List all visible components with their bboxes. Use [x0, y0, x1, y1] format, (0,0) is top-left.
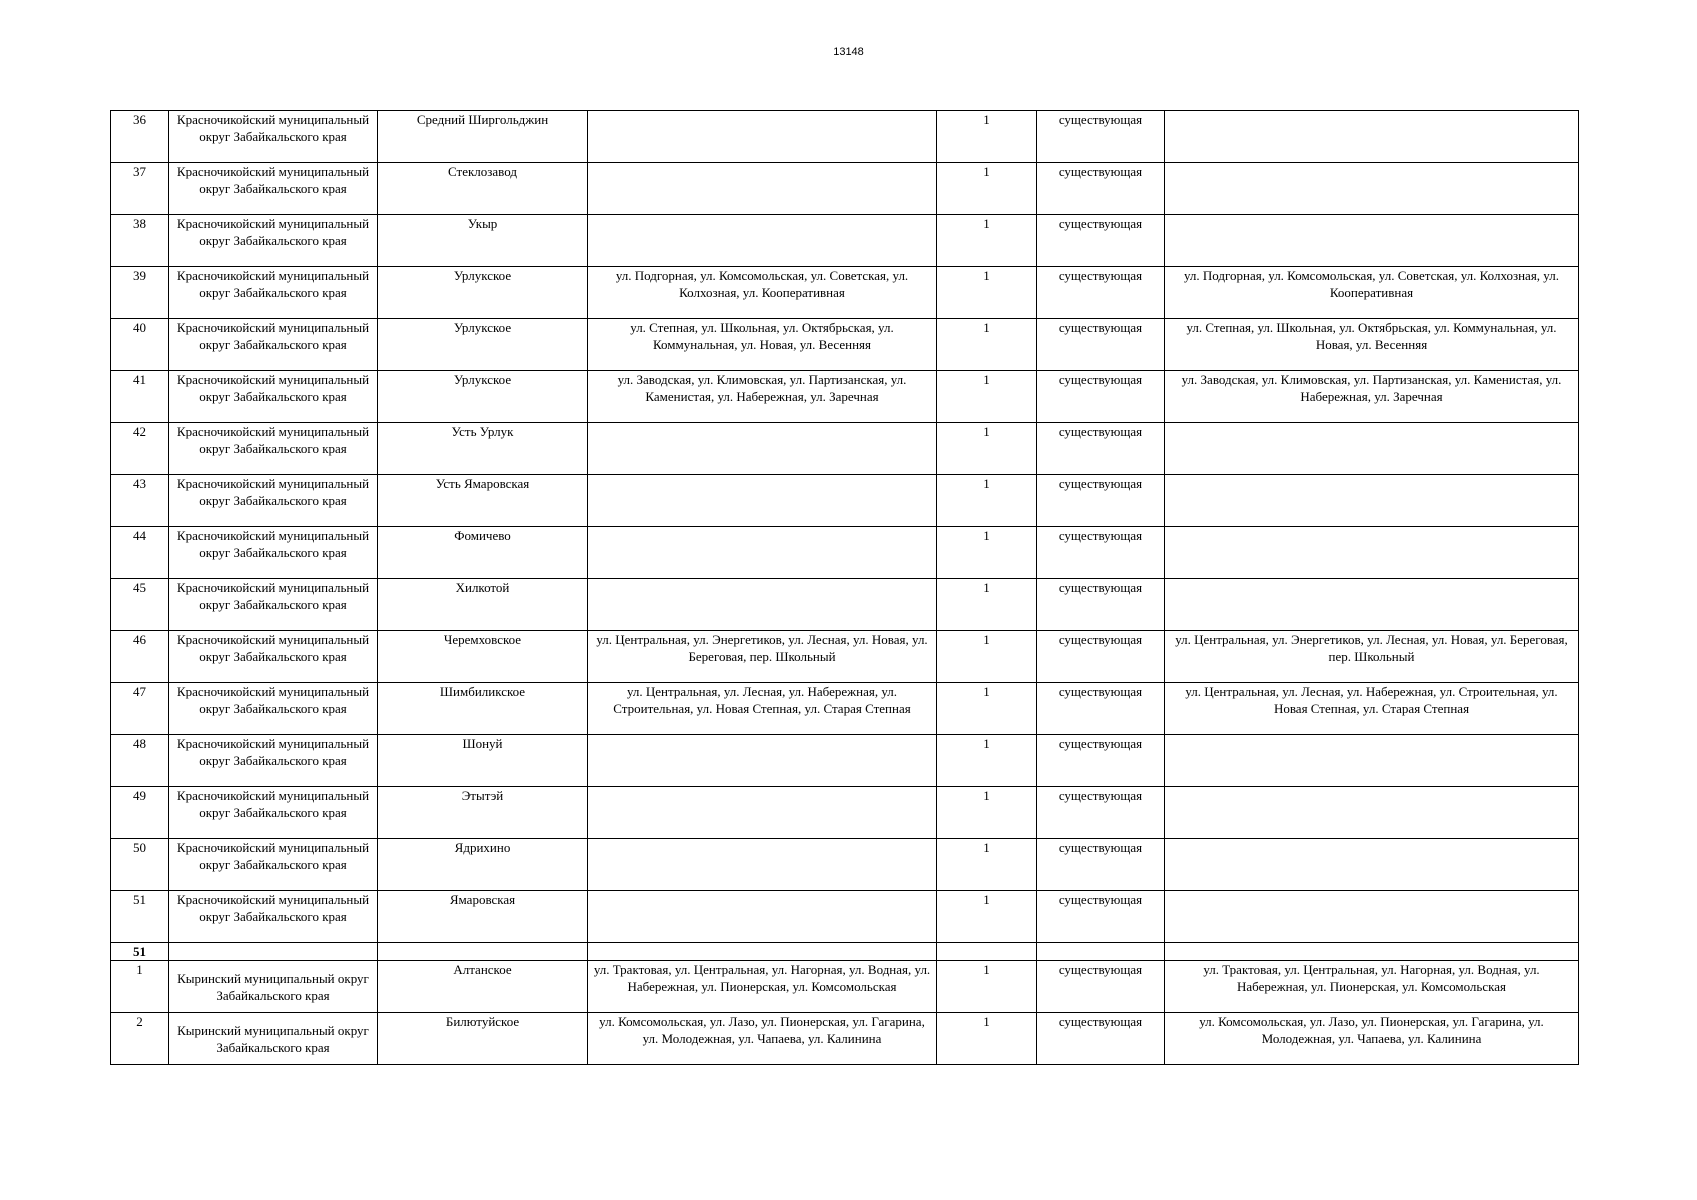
locality-cell: Этытэй [378, 787, 588, 839]
row-number-cell: 49 [111, 787, 169, 839]
district-cell: Красночикойский муниципальный округ Забайкальского края [169, 891, 378, 943]
streets-cell: ул. Трактовая, ул. Центральная, ул. Нагорная, ул. Водная, ул. Набережная, ул. Пионерская, ул. Комсомольская [588, 961, 937, 1013]
streets-served-cell: ул. Заводская, ул. Климовская, ул. Партизанская, ул. Каменистая, ул. Набережная, ул. Заречная [1165, 371, 1579, 423]
table-row [111, 475, 1579, 527]
count-cell: 1 [937, 631, 1037, 683]
table-row [111, 579, 1579, 631]
streets-cell: ул. Заводская, ул. Климовская, ул. Партизанская, ул. Каменистая, ул. Набережная, ул. Заречная [588, 371, 937, 423]
table-row [111, 267, 1579, 319]
streets-served-cell [1165, 111, 1579, 163]
district-cell: Красночикойский муниципальный округ Забайкальского края [169, 527, 378, 579]
count-cell: 1 [937, 319, 1037, 371]
streets-cell [588, 891, 937, 943]
district-cell: Красночикойский муниципальный округ Забайкальского края [169, 423, 378, 475]
streets-cell: ул. Подгорная, ул. Комсомольская, ул. Советская, ул. Колхозная, ул. Кооперативная [588, 267, 937, 319]
district-cell: Кыринский муниципальный округ Забайкальского края [169, 961, 378, 1013]
streets-served-cell [1165, 215, 1579, 267]
district-cell: Красночикойский муниципальный округ Забайкальского края [169, 683, 378, 735]
streets-served-cell: ул. Степная, ул. Школьная, ул. Октябрьская, ул. Коммунальная, ул. Новая, ул. Весенняя [1165, 319, 1579, 371]
streets-served-cell: ул. Центральная, ул. Энергетиков, ул. Лесная, ул. Новая, ул. Береговая, пер. Школьный [1165, 631, 1579, 683]
table-row [111, 111, 1579, 163]
streets-cell [588, 111, 937, 163]
district-cell: Красночикойский муниципальный округ Забайкальского края [169, 579, 378, 631]
row-number-cell: 51 [111, 891, 169, 943]
count-cell: 1 [937, 839, 1037, 891]
table-row [111, 163, 1579, 215]
count-cell: 1 [937, 683, 1037, 735]
streets-served-cell: ул. Комсомольская, ул. Лазо, ул. Пионерская, ул. Гагарина, ул. Молодежная, ул. Чапаева, ул. Калинина [1165, 1013, 1579, 1065]
streets-served-cell [1165, 423, 1579, 475]
streets-cell [588, 735, 937, 787]
locality-cell: Фомичево [378, 527, 588, 579]
status-cell: существующая [1037, 839, 1165, 891]
status-cell: существующая [1037, 527, 1165, 579]
district-cell: Красночикойский муниципальный округ Забайкальского края [169, 475, 378, 527]
status-cell: существующая [1037, 475, 1165, 527]
row-number-cell: 43 [111, 475, 169, 527]
count-cell: 1 [937, 163, 1037, 215]
table-row [111, 527, 1579, 579]
streets-cell: ул. Комсомольская, ул. Лазо, ул. Пионерская, ул. Гагарина, ул. Молодежная, ул. Чапаева, ул. Калинина [588, 1013, 937, 1065]
count-cell: 1 [937, 961, 1037, 1013]
status-cell: существующая [1037, 579, 1165, 631]
empty-cell [588, 943, 937, 961]
streets-cell [588, 163, 937, 215]
district-cell: Красночикойский муниципальный округ Забайкальского края [169, 111, 378, 163]
status-cell: существующая [1037, 631, 1165, 683]
streets-served-cell [1165, 475, 1579, 527]
count-cell: 1 [937, 371, 1037, 423]
row-number-cell: 44 [111, 527, 169, 579]
streets-served-cell [1165, 163, 1579, 215]
row-number-cell: 37 [111, 163, 169, 215]
row-number-cell: 38 [111, 215, 169, 267]
streets-cell [588, 423, 937, 475]
table-row [111, 319, 1579, 371]
status-cell: существующая [1037, 961, 1165, 1013]
row-number-cell: 47 [111, 683, 169, 735]
status-cell: существующая [1037, 215, 1165, 267]
empty-cell [937, 943, 1037, 961]
district-cell: Красночикойский муниципальный округ Забайкальского края [169, 215, 378, 267]
status-cell: существующая [1037, 683, 1165, 735]
status-cell: существующая [1037, 787, 1165, 839]
locality-cell: Хилкотой [378, 579, 588, 631]
locality-cell: Средний Ширгольджин [378, 111, 588, 163]
streets-served-cell [1165, 839, 1579, 891]
empty-cell [1037, 943, 1165, 961]
row-number-cell: 42 [111, 423, 169, 475]
status-cell: существующая [1037, 735, 1165, 787]
table-row [111, 215, 1579, 267]
count-cell: 1 [937, 735, 1037, 787]
locality-cell: Шонуй [378, 735, 588, 787]
table-row [111, 371, 1579, 423]
district-cell: Красночикойский муниципальный округ Забайкальского края [169, 631, 378, 683]
row-number-cell: 45 [111, 579, 169, 631]
district-cell: Красночикойский муниципальный округ Забайкальского края [169, 735, 378, 787]
row-number-cell: 46 [111, 631, 169, 683]
count-cell: 1 [937, 891, 1037, 943]
district-cell: Красночикойский муниципальный округ Забайкальского края [169, 787, 378, 839]
count-cell: 1 [937, 475, 1037, 527]
streets-cell [588, 839, 937, 891]
status-cell: существующая [1037, 371, 1165, 423]
streets-cell: ул. Центральная, ул. Лесная, ул. Набережная, ул. Строительная, ул. Новая Степная, ул. Старая Степная [588, 683, 937, 735]
locality-cell: Стеклозавод [378, 163, 588, 215]
row-number-cell: 40 [111, 319, 169, 371]
streets-served-cell: ул. Трактовая, ул. Центральная, ул. Нагорная, ул. Водная, ул. Набережная, ул. Пионерская, ул. Комсомольская [1165, 961, 1579, 1013]
streets-served-cell: ул. Подгорная, ул. Комсомольская, ул. Советская, ул. Колхозная, ул. Кооперативная [1165, 267, 1579, 319]
status-cell: существующая [1037, 163, 1165, 215]
table-row [111, 787, 1579, 839]
row-number-cell: 50 [111, 839, 169, 891]
status-cell: существующая [1037, 319, 1165, 371]
streets-cell [588, 579, 937, 631]
page-number: 13148 [833, 46, 864, 58]
status-cell: существующая [1037, 423, 1165, 475]
streets-served-cell: ул. Центральная, ул. Лесная, ул. Набережная, ул. Строительная, ул. Новая Степная, ул. Старая Степная [1165, 683, 1579, 735]
count-cell: 1 [937, 527, 1037, 579]
count-cell: 1 [937, 111, 1037, 163]
table-row [111, 839, 1579, 891]
count-cell: 1 [937, 1013, 1037, 1065]
row-number-cell: 41 [111, 371, 169, 423]
locality-cell: Алтанское [378, 961, 588, 1013]
row-number-cell: 36 [111, 111, 169, 163]
count-cell: 1 [937, 267, 1037, 319]
registry-table [110, 110, 1579, 1065]
locality-cell: Усть Ямаровская [378, 475, 588, 527]
district-cell: Красночикойский муниципальный округ Забайкальского края [169, 839, 378, 891]
table-body [111, 111, 1579, 1065]
district-cell: Красночикойский муниципальный округ Забайкальского края [169, 267, 378, 319]
streets-served-cell [1165, 787, 1579, 839]
table-row [111, 1013, 1579, 1065]
count-cell: 1 [937, 215, 1037, 267]
table-row [111, 423, 1579, 475]
empty-cell [169, 943, 378, 961]
district-cell: Красночикойский муниципальный округ Забайкальского края [169, 371, 378, 423]
locality-cell: Урлукское [378, 371, 588, 423]
district-cell: Кыринский муниципальный округ Забайкальского края [169, 1013, 378, 1065]
streets-cell: ул. Степная, ул. Школьная, ул. Октябрьская, ул. Коммунальная, ул. Новая, ул. Весенняя [588, 319, 937, 371]
table-row [111, 631, 1579, 683]
table-row [111, 961, 1579, 1013]
count-cell: 1 [937, 579, 1037, 631]
count-cell: 1 [937, 423, 1037, 475]
total-count-cell: 51 [111, 943, 169, 961]
total-row [111, 943, 1579, 961]
empty-cell [378, 943, 588, 961]
locality-cell: Ядрихино [378, 839, 588, 891]
locality-cell: Урлукское [378, 319, 588, 371]
status-cell: существующая [1037, 111, 1165, 163]
count-cell: 1 [937, 787, 1037, 839]
locality-cell: Шимбиликское [378, 683, 588, 735]
streets-served-cell [1165, 579, 1579, 631]
streets-served-cell [1165, 891, 1579, 943]
row-number-cell: 39 [111, 267, 169, 319]
row-number-cell: 2 [111, 1013, 169, 1065]
streets-cell: ул. Центральная, ул. Энергетиков, ул. Лесная, ул. Новая, ул. Береговая, пер. Школьный [588, 631, 937, 683]
district-cell: Красночикойский муниципальный округ Забайкальского края [169, 319, 378, 371]
empty-cell [1165, 943, 1579, 961]
status-cell: существующая [1037, 267, 1165, 319]
locality-cell: Черемховское [378, 631, 588, 683]
status-cell: существующая [1037, 1013, 1165, 1065]
status-cell: существующая [1037, 891, 1165, 943]
streets-cell [588, 527, 937, 579]
locality-cell: Усть Урлук [378, 423, 588, 475]
streets-cell [588, 475, 937, 527]
row-number-cell: 1 [111, 961, 169, 1013]
streets-served-cell [1165, 527, 1579, 579]
row-number-cell: 48 [111, 735, 169, 787]
table-row [111, 735, 1579, 787]
table-row [111, 891, 1579, 943]
locality-cell: Ямаровская [378, 891, 588, 943]
district-cell: Красночикойский муниципальный округ Забайкальского края [169, 163, 378, 215]
locality-cell: Урлукское [378, 267, 588, 319]
locality-cell: Укыр [378, 215, 588, 267]
table-row [111, 683, 1579, 735]
locality-cell: Билютуйское [378, 1013, 588, 1065]
streets-cell [588, 787, 937, 839]
streets-served-cell [1165, 735, 1579, 787]
streets-cell [588, 215, 937, 267]
